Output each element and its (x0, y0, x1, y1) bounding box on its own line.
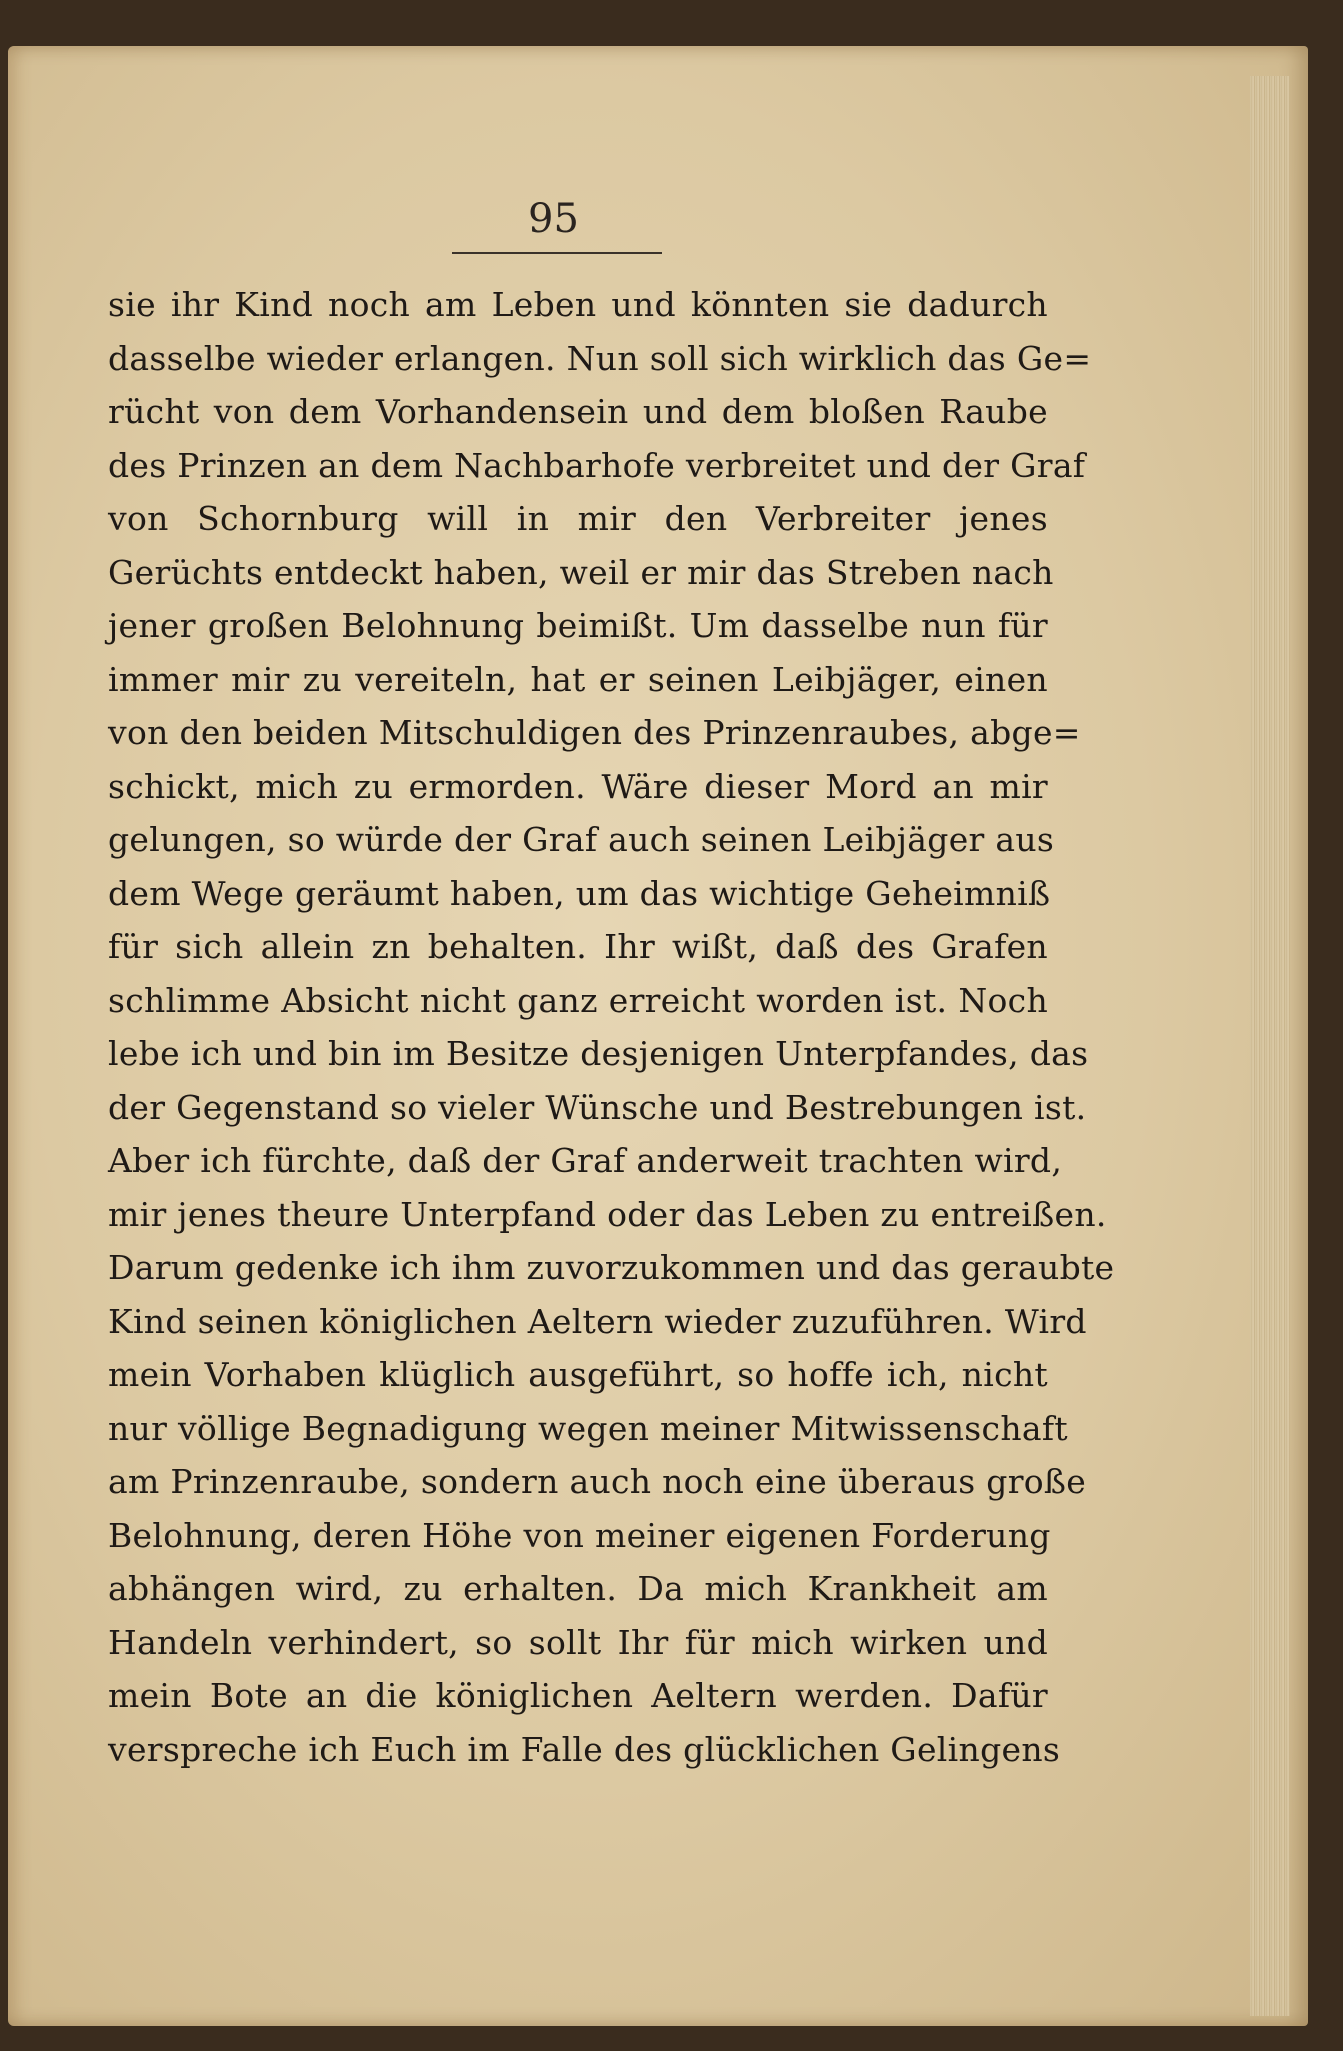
text-line: abhängen wird, zu erhalten. Da mich Krankheit am (108, 1569, 1048, 1608)
header-rule (452, 252, 662, 254)
text-line: von Schornburg will in mir den Verbreiter jenes (108, 499, 1048, 538)
text-line: schickt, mich zu ermorden. Wäre dieser Mord an mir (108, 766, 1048, 806)
text-line: Aber ich fürchte, daß der Graf anderweit trachten wird, (108, 1141, 1063, 1180)
page-number: 95 (528, 196, 579, 242)
text-line: Gerüchts entdeckt haben, weil er mir das Streben nach (108, 552, 1054, 592)
page-edges (1250, 76, 1290, 2016)
text-line: Belohnung, deren Höhe von meiner eigenen Forderung (108, 1515, 1051, 1555)
text-line: immer mir zu vereiteln, hat er seinen Leibjäger, einen (108, 659, 1048, 699)
text-line: des Prinzen an dem Nachbarhofe verbreitet und der Graf (108, 445, 1086, 485)
body-text (108, 278, 1115, 1776)
text-line: verspreche ich Euch im Falle des glücklichen Gelingens (108, 1729, 1061, 1769)
text-line: Handeln verhindert, so sollt Ihr für mich wirken und (108, 1622, 1048, 1662)
text-line: mein Vorhaben klüglich ausgeführt, so hoffe ich, nicht (108, 1355, 1048, 1394)
text-line: lebe ich und bin im Besitze desjenigen Unterpfandes, das (108, 1034, 1089, 1073)
text-line: gelungen, so würde der Graf auch seinen Leibjäger aus (108, 820, 1055, 859)
text-line: Darum gedenke ich ihm zuvorzukommen und das geraubte (108, 1248, 1115, 1287)
text-line: mein Bote an die königlichen Aeltern werden. Dafür (108, 1676, 1048, 1715)
text-line: Kind seinen königlichen Aeltern wieder zuzuführen. Wird (108, 1301, 1087, 1341)
text-line: nur völlige Begnadigung wegen meiner Mitwissenschaft (108, 1408, 1068, 1448)
paper-page (8, 46, 1308, 2026)
text-line: rücht von dem Vorhandensein und dem bloßen Raube (108, 392, 1048, 431)
text-line: sie ihr Kind noch am Leben und könnten sie dadurch (108, 285, 1048, 324)
text-line: mir jenes theure Unterpfand oder das Leben zu entreißen. (108, 1194, 1107, 1234)
text-line: dem Wege geräumt haben, um das wichtige Geheimniß (108, 873, 1051, 913)
text-line: dasselbe wieder erlangen. Nun soll sich wirklich das Ge= (108, 338, 1092, 378)
text-line: der Gegenstand so vieler Wünsche und Bestrebungen ist. (108, 1087, 1087, 1127)
text-line: am Prinzenraube, sondern auch noch eine überaus große (108, 1462, 1087, 1501)
text-line: schlimme Absicht nicht ganz erreicht worden ist. Noch (108, 980, 1048, 1020)
text-line: für sich allein zn behalten. Ihr wißt, daß des Grafen (108, 927, 1048, 966)
text-line: von den beiden Mitschuldigen des Prinzenraubes, abge= (108, 713, 1081, 752)
text-line: jener großen Belohnung beimißt. Um dasselbe nun für (108, 606, 1048, 645)
